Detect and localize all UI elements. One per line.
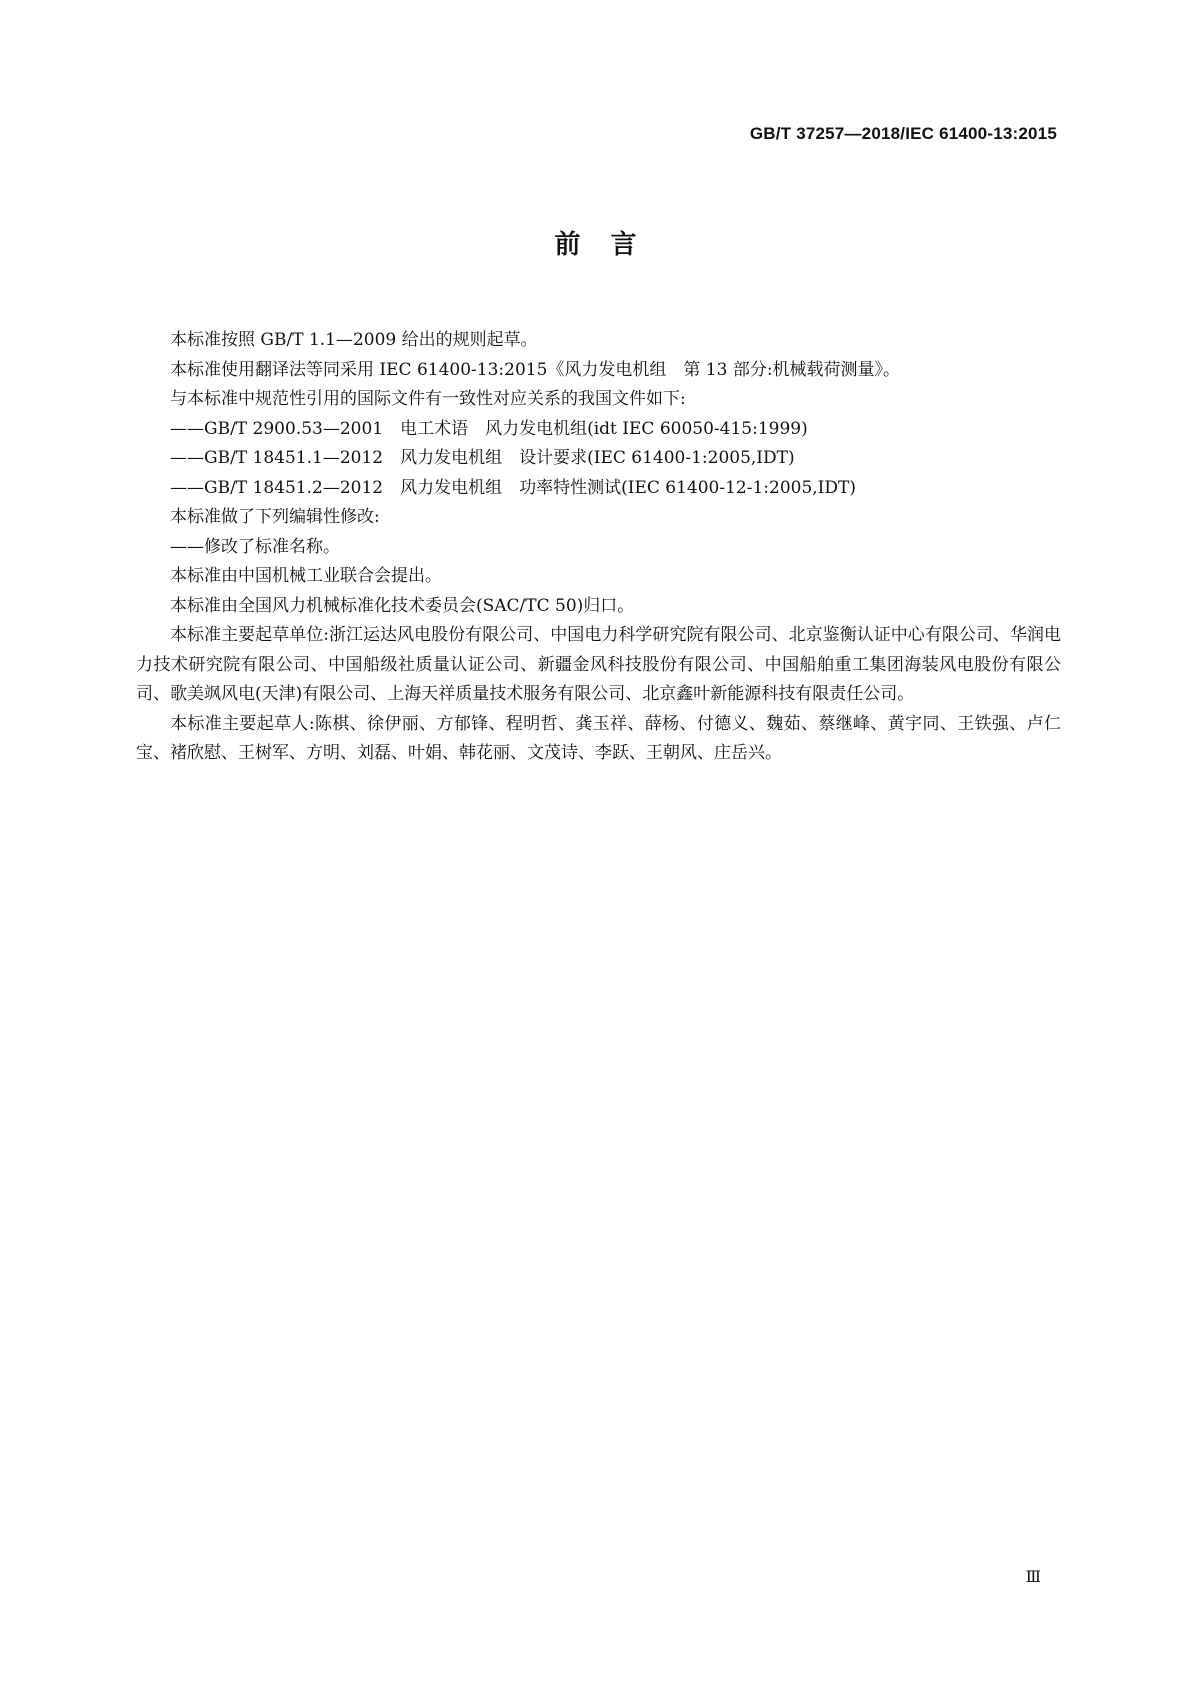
page-number: Ⅲ bbox=[1025, 1567, 1041, 1586]
list-item-reference-2: ——GB/T 18451.1—2012 风力发电机组 设计要求(IEC 61400-1:2005,IDT) bbox=[170, 448, 795, 468]
list-item-reference-1: ——GB/T 2900.53—2001 电工术语 风力发电机组(idt IEC 60050-415:1999) bbox=[170, 418, 808, 439]
paragraph-drafting-rules: 本标准按照 GB/T 1.1—2009 给出的规则起草。 bbox=[170, 330, 538, 350]
paragraph-drafting-units: 本标准主要起草单位:浙江运达风电股份有限公司、中国电力科学研究院有限公司、北京鉴衡认证中心有限公司、华润电力技术研究院有限公司、中国船级社质量认证公司、新疆金风科技股份有限公司、中国船舶重工集团海装风电股份有限公司、歌美飒风电(天津)有限公司、上海天祥质量技术服务有限公司、北京鑫叶新能源科技有限责任公司。 bbox=[136, 625, 1061, 704]
paragraph-editorial-changes: 本标准做了下列编辑性修改: bbox=[170, 507, 380, 527]
paragraph-correspondence-intro: 与本标准中规范性引用的国际文件有一致性对应关系的我国文件如下: bbox=[170, 389, 686, 409]
paragraph-drafters: 本标准主要起草人:陈棋、徐伊丽、方郁锋、程明哲、龚玉祥、薛杨、付德义、魏茹、蔡继峰、黄宇同、王铁强、卢仁宝、褚欣慰、王树军、方明、刘磊、叶娟、韩花丽、文茂诗、李跃、王朝风、庄岳兴。 bbox=[136, 713, 1061, 763]
paragraph-proposer: 本标准由中国机械工业联合会提出。 bbox=[170, 566, 442, 586]
paragraph-committee: 本标准由全国风力机械标准化技术委员会(SAC/TC 50)归口。 bbox=[170, 595, 635, 616]
document-code: GB/T 37257—2018/IEC 61400-13:2015 bbox=[749, 124, 1057, 143]
list-item-editorial-change: ——修改了标准名称。 bbox=[170, 536, 340, 557]
paragraph-adoption: 本标准使用翻译法等同采用 IEC 61400-13:2015《风力发电机组 第 13 部分:机械载荷测量》。 bbox=[170, 359, 901, 380]
page-title: 前言 bbox=[554, 230, 667, 260]
list-item-reference-3: ——GB/T 18451.2—2012 风力发电机组 功率特性测试(IEC 61400-12-1:2005,IDT) bbox=[170, 477, 857, 498]
foreword-body bbox=[136, 326, 1061, 769]
